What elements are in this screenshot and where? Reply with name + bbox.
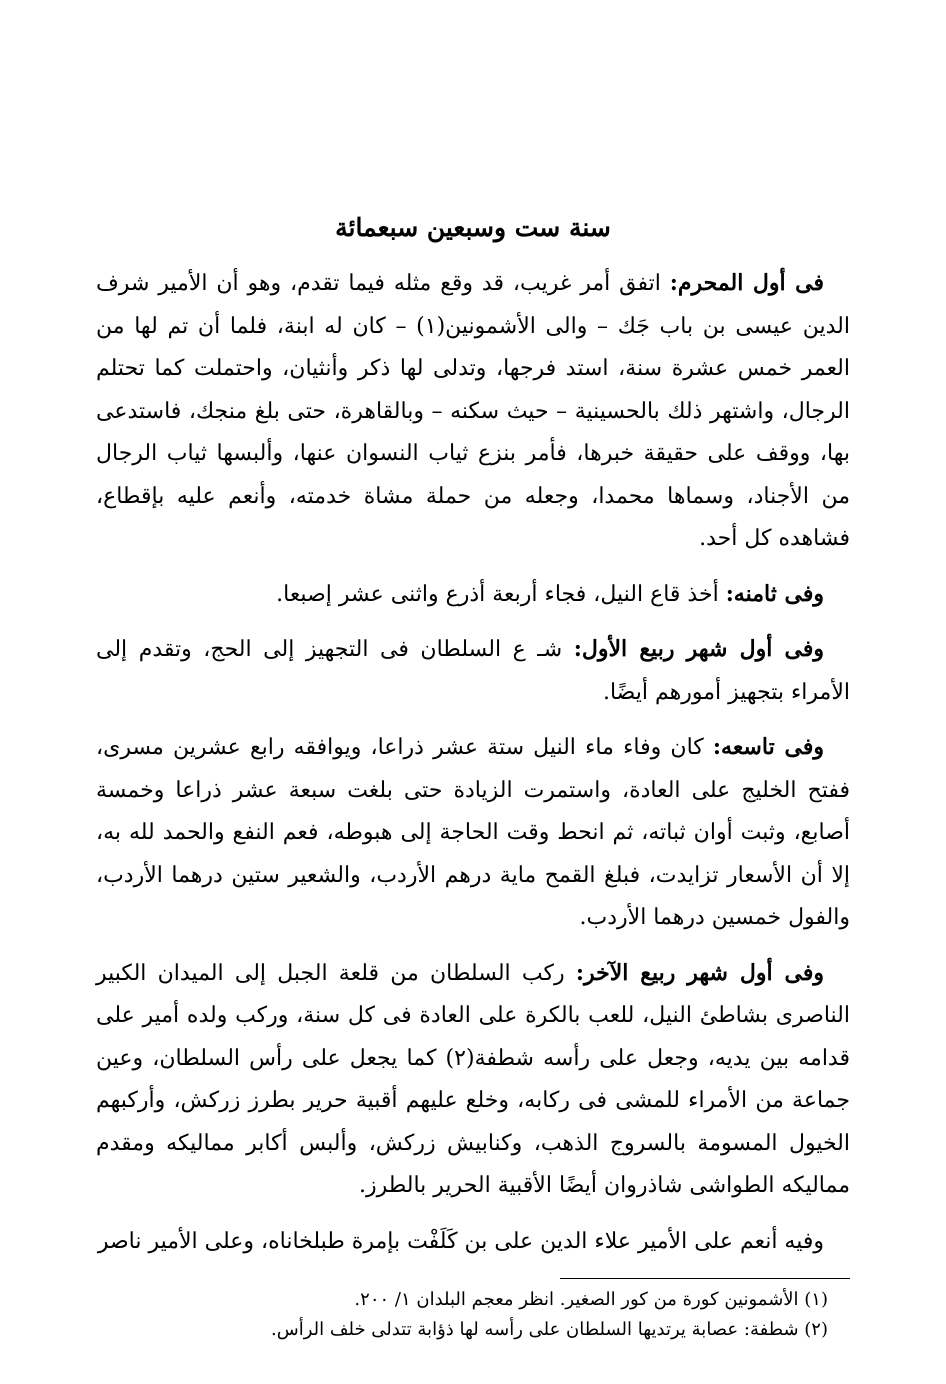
- paragraph-rabi-awwal: [96, 628, 850, 714]
- paragraph-text: أخذ قاع النيل، فجاء أربعة أذرع واثنى عشر إصبعا.: [276, 581, 726, 607]
- paragraph-lead: وفى أول شهر ربيع الآخر:: [575, 959, 824, 986]
- paragraph-lead: وفى تاسعه:: [712, 734, 824, 760]
- section-title: سنة ست وسبعين سبعمائة: [335, 213, 611, 242]
- paragraph-ninth: [96, 726, 850, 940]
- footnote-2: (٢) شطفة: عصابة يرتديها السلطان على رأسه لها ذؤابة تتدلى خلف الرأس.: [271, 1319, 828, 1340]
- paragraph-lead: وفى أول شهر ربيع الأول:: [573, 636, 825, 662]
- paragraph-text: ركب السلطان من قلعة الجبل إلى الميدان الكبير الناصرى بشاطئ النيل، للعب بالكرة على العادة فى كل سنة، وركب ولده أمير على قدامه بين يديه، وجعل على رأسه شطفة(٢) كما يجعل على رأس السلطان، وعين جماعة من الأمراء للمشى فى ركابه، وخلع عليهم أقبية حرير بطرز زركش، وأركبهم الخيول المسومة بالسروج الذهب، وكنابيش زركش، وألبس أكابر مماليكه ومقدم مماليكه الطواشى شاذروان أيضًا الأقبية الحرير بالطرز.: [96, 960, 850, 1198]
- paragraph-continued: [96, 1220, 850, 1264]
- paragraph-text: اتفق أمر غريب، قد وقع مثله فيما تقدم، وهو أن الأمير شرف الدين عيسى بن باب جَك – والى الأشمونين(١) – كان له ابنة، فلما أن تم لها من العمر خمس عشرة سنة، استد فرجها، وتدلى لها ذكر وأنثيان، واحتملت كما تحتلم الرجال، واشتهر ذلك بالحسينية – حيث سكنه – وبالقاهرة، حتى بلغ منجك، فاستدعى بها، ووقف على حقيقة خبرها، فأمر بنزع ثياب النسوان عنها، وألبسها ثياب الرجال من الأجناد، وسماها محمدا، وجعله من حملة مشاة خدمته، وأنعم عليه بإقطاع، فشاهده كل أحد.: [96, 271, 850, 551]
- footnote-1: (١) الأشمونين كورة من كور الصغير. انظر معجم البلدان ١/ ٢٠٠.: [354, 1289, 828, 1310]
- paragraph-muharram: [96, 262, 850, 561]
- footnotes: [96, 1278, 850, 1345]
- paragraph-text: كان وفاء ماء النيل ستة عشر ذراعا، ويوافقه رابع عشرين مسرى، ففتح الخليج على العادة، واستمرت الزيادة حتى بلغت سبعة عشر ذراعا وخمسة أصابع، وثبت أوان ثباته، ثم انحط وقت الحاجة إلى هبوطه، فعم النفع والحمد لله به، إلا أن الأسعار تزايدت، فبلغ القمح ماية درهم الأردب، والشعير ستين درهما الأردب، والفول خمسين درهما الأردب.: [96, 735, 850, 930]
- paragraph-lead: وفى ثامنه:: [725, 580, 824, 607]
- paragraph-rabi-akhir: [96, 952, 850, 1208]
- body-text: [96, 262, 850, 1275]
- paragraph-lead: فى أول المحرم:: [669, 270, 824, 296]
- document-page: [96, 0, 850, 1384]
- paragraph-text: شـ ع السلطان فى التجهيز إلى الحج، وتقدم إلى الأمراء بتجهيز أمورهم أيضًا.: [96, 637, 850, 705]
- footnote-divider: [560, 1278, 850, 1279]
- paragraph-eighth: [96, 573, 850, 617]
- paragraph-text: وفيه أنعم على الأمير علاء الدين على بن كَلَفْت بإمرة طبلخاناه، وعلى الأمير ناصر: [97, 1228, 824, 1254]
